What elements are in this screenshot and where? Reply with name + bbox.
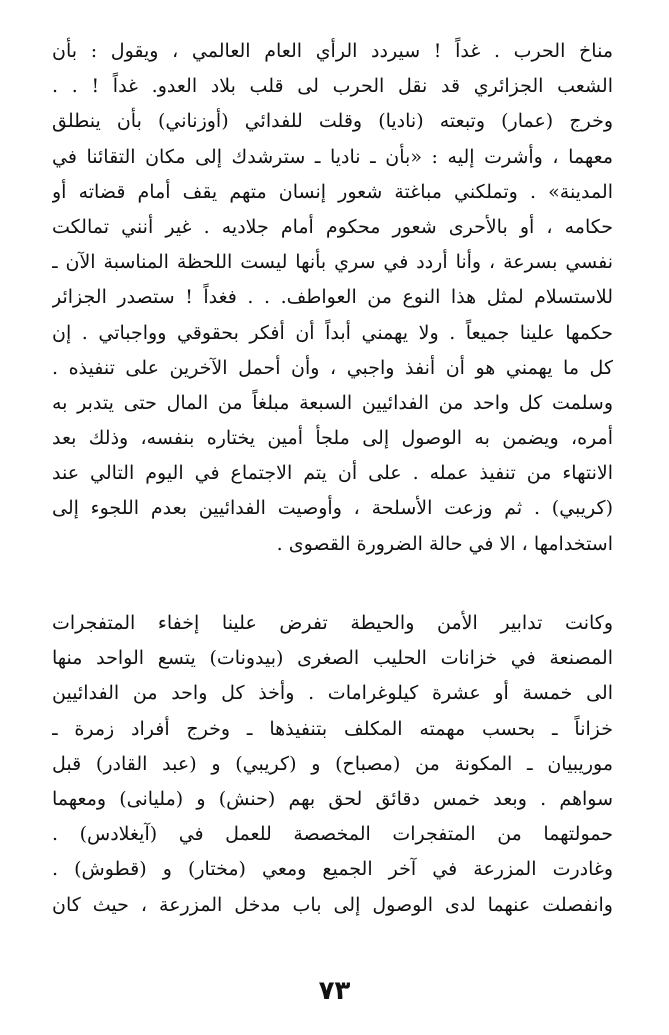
text-line: وانفصلت عنهما لدى الوصول إلى باب مدخل المزرعة ، حيث كان: [52, 893, 613, 916]
text-line: سواهم . وبعد خمس دقائق لحق بهم (حنش) و (مليانى) ومعهما: [52, 787, 613, 810]
page-number: ٧٣: [318, 976, 351, 1006]
text-line: الانتهاء من تنفيذ عمله . على أن يتم الاجتماع في اليوم التالي عند: [52, 462, 613, 485]
text-line: حكامه ، أو بالأحرى شعور محكوم أمام جلاديه . غير أنني تمالكت: [52, 215, 613, 238]
text-line: حكمها علينا جميعاً . ولا يهمني أبداً أن أفكر بحقوقي وواجباتي . إن: [52, 321, 613, 344]
text-line: (كريبي) . ثم وزعت الأسلحة ، وأوصيت الفدائيين بعدم اللجوء إلى: [52, 497, 613, 520]
text-line: معهما ، وأشرت إليه : «بأن ـ ناديا ـ سترشدك إلى مكان التقائنا في: [52, 145, 613, 168]
text-line: استخدامها ، الا في حالة الضرورة القصوى .: [276, 532, 613, 555]
paragraph-1: [52, 34, 613, 562]
text-line: أمره، ويضمن به الوصول إلى ملجأ أمين يختاره بنفسه، وذلك بعد: [52, 427, 613, 450]
text-line: مناخ الحرب . غداً ! سيردد الرأي العام العالمي ، ويقول : بأن: [52, 40, 613, 62]
text-line: كل ما يهمني هو أن أنفذ واجبي ، وأن أحمل الآخرين على تنفيذه .: [52, 356, 613, 379]
text-line: للاستسلام لمثل هذا النوع من العواطف. . . فغداً ! ستصدر الجزائر: [52, 286, 613, 309]
text-line: وخرج (عمار) وتبعته (ناديا) وقلت للفدائي (أوزناني) بأن ينطلق: [52, 110, 613, 133]
text-line: نفسي بسرعة ، وأنا أردد في سري بأنها ليست اللحظة المناسبة الآن ـ: [52, 251, 613, 274]
text-line: المصنعة في خزانات الحليب الصغرى (بيدونات) يتسع الواحد منها: [52, 647, 613, 670]
text-line: موريبيان ـ المكونة من (مصباح) و (كريبي) و (عبد القادر) قبل: [52, 752, 613, 775]
text-line: وكانت تدابير الأمن والحيطة تفرض علينا إخفاء المتفجرات: [52, 612, 613, 634]
text-line: وسلمت كل واحد من الفدائيين السبعة مبلغاً من المال حتى يتدبر به: [52, 391, 613, 414]
text-line: الشعب الجزائري قد نقل الحرب لى قلب بلاد العدو. غداً ! . .: [52, 75, 613, 98]
text-line: المدينة» . وتملكني مباغتة شعور إنسان متهم يقف أمام قضاته أو: [52, 180, 613, 203]
text-line: الى خمسة أو عشرة كيلوغرامات . وأخذ كل واحد من الفدائيين: [52, 682, 613, 705]
text-line: وغادرت المزرعة في آخر الجميع ومعي (مختار) و (قطوش) .: [52, 858, 613, 881]
paragraph-2: [52, 606, 613, 923]
text-line: خزاناً ـ بحسب مهمته المكلف بتنفيذها ـ وخرج أفراد زمرة ـ: [52, 717, 613, 740]
text-line: حمولتهما من المتفجرات المخصصة للعمل في (آيغلادس) .: [52, 823, 613, 846]
